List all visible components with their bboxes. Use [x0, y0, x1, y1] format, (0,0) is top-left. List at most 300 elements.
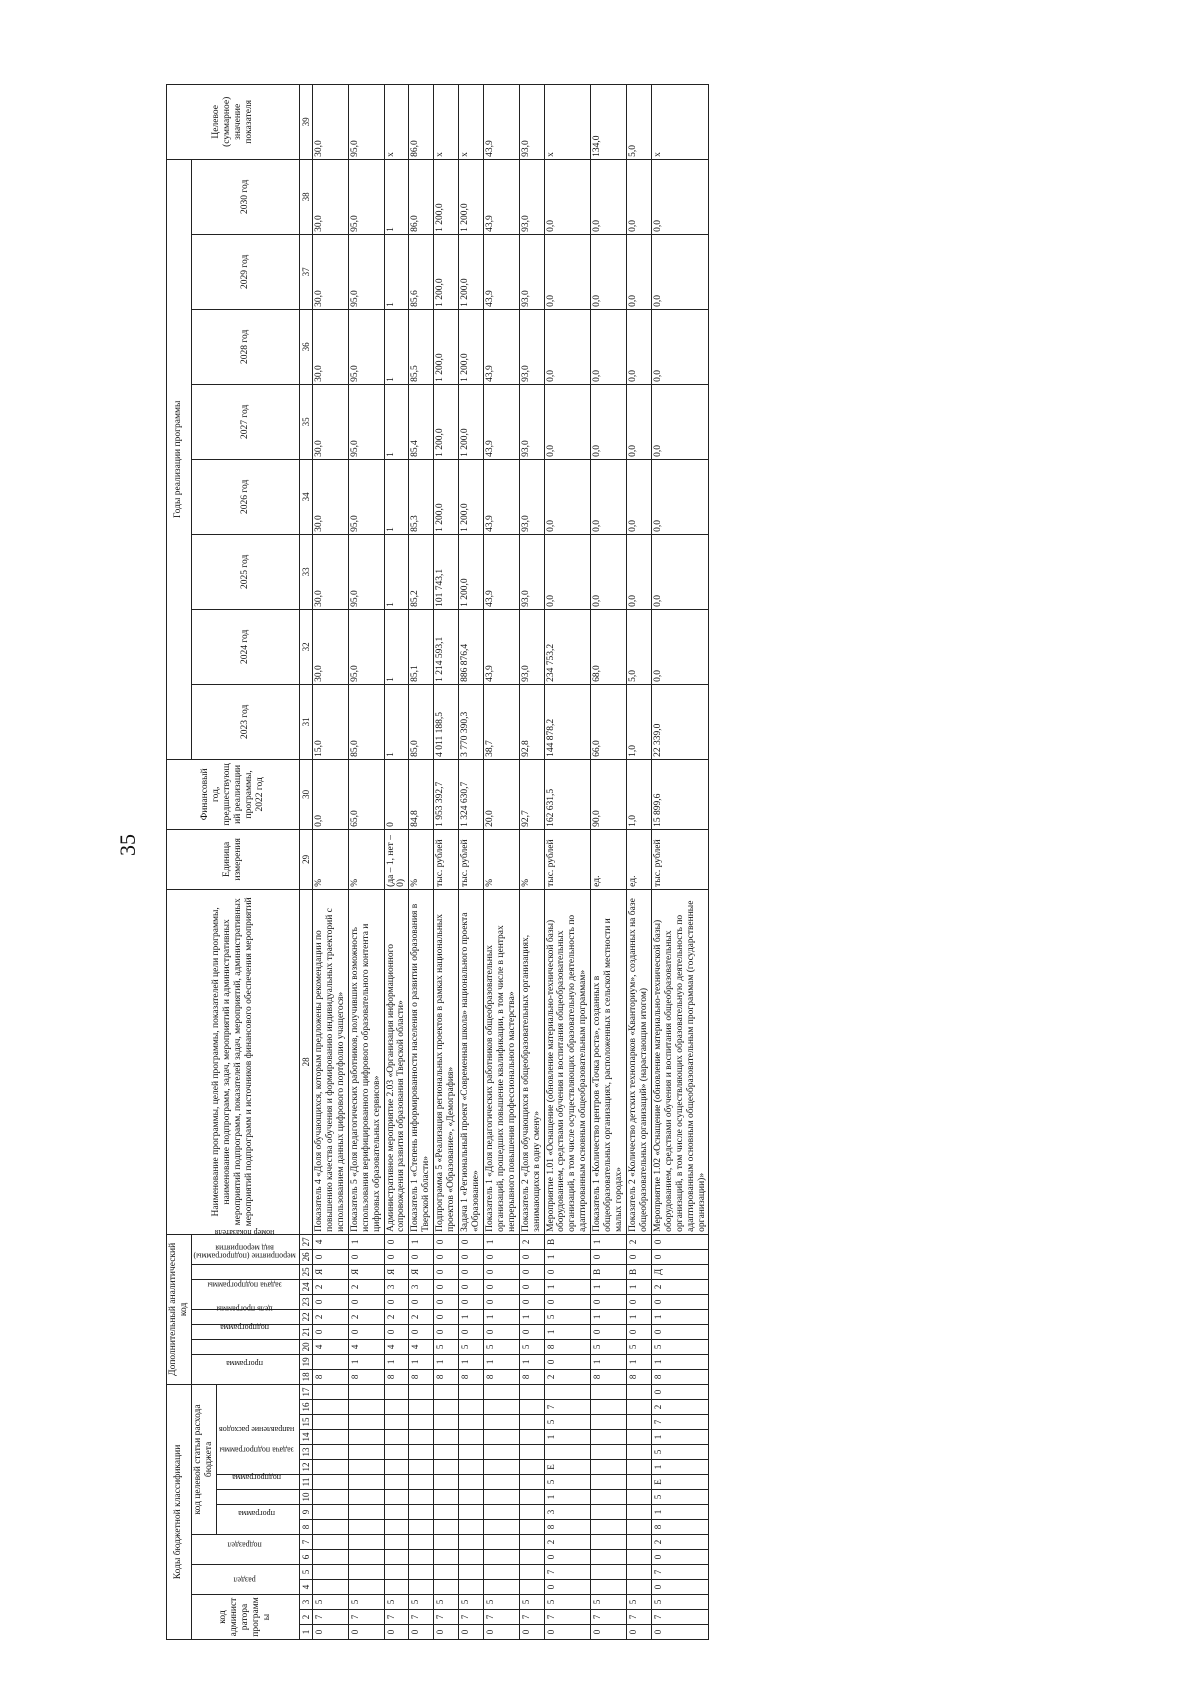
row-value-y2029: 0,0 [651, 234, 709, 309]
row-unit: % [409, 829, 434, 889]
header-target-article: код целевой статьи расхода бюджета [191, 1384, 216, 1534]
row-value-y2024: 1 214 593,1 [434, 609, 459, 684]
header-y2028: 2028 год [191, 309, 299, 384]
row-value-base: 0,0 [313, 759, 349, 829]
code-cell: 1 [544, 1324, 591, 1339]
code-cell [483, 1400, 519, 1415]
row-name: Подпрограмма 5 «Реализация региональных проектов в рамках национальных проектов «Образование», «Демография» [434, 889, 459, 1234]
code-cell [459, 1475, 484, 1490]
code-cell: 7 [544, 1610, 591, 1625]
row-value-y2025: 85,2 [409, 534, 434, 609]
code-cell: 5 [627, 1339, 652, 1354]
code-cell [409, 1415, 434, 1430]
code-cell: 5 [434, 1595, 459, 1610]
row-unit: тыс. рублей [544, 829, 591, 889]
code-cell: 5 [544, 1309, 591, 1324]
code-cell [591, 1445, 627, 1460]
code-cell: 1 [627, 1354, 652, 1369]
code-cell: 1 [483, 1354, 519, 1369]
code-cell [409, 1580, 434, 1595]
column-number: 34 [299, 459, 312, 534]
code-cell [483, 1415, 519, 1430]
code-cell [459, 1384, 484, 1399]
code-cell: 8 [483, 1369, 519, 1384]
column-number: 12 [299, 1460, 312, 1475]
code-cell: 1 [591, 1234, 627, 1249]
row-value-y2024: 93,0 [519, 609, 544, 684]
code-cell: 0 [544, 1264, 591, 1279]
row-name: Показатель 2 «Количество детских технопарков «Кванториум», созданных на базе общеобразовательных организаций» (нарастающим итогом) [627, 889, 652, 1234]
column-number: 19 [299, 1354, 312, 1369]
code-cell: 0 [434, 1294, 459, 1309]
row-value-y2023: 4 011 188,5 [434, 684, 459, 759]
header-unit: Единица измерения [167, 829, 300, 889]
row-name: Показатель 1 «Степень информированности населения о развитии образования в Тверской области» [409, 889, 434, 1234]
code-cell [384, 1415, 409, 1430]
row-value-base: 90,0 [591, 759, 627, 829]
row-name: Показатель 1 «Доля педагогических работников общеобразовательных организаций, прошедших повышение квалификации, в том числе в центрах непрерывного повышения профессионального мастерства» [483, 889, 519, 1234]
code-cell: 5 [544, 1595, 591, 1610]
header-y2030: 2030 год [191, 159, 299, 234]
row-value-y2029: 0,0 [591, 234, 627, 309]
code-cell: 7 [409, 1610, 434, 1625]
code-cell: 0 [651, 1294, 709, 1309]
row-unit: тыс. рублей [434, 829, 459, 889]
code-cell: 0 [409, 1324, 434, 1339]
code-cell: 5 [459, 1595, 484, 1610]
code-cell [591, 1460, 627, 1475]
column-number: 15 [299, 1415, 312, 1430]
code-cell: 0 [651, 1234, 709, 1249]
code-cell: 0 [544, 1625, 591, 1640]
row-value-target: 5,0 [627, 84, 652, 159]
table-row [348, 84, 384, 1639]
column-number: 9 [299, 1505, 312, 1520]
code-cell: Я [348, 1264, 384, 1279]
code-cell: 5 [591, 1339, 627, 1354]
row-value-target: х [544, 84, 591, 159]
row-value-base: 1 324 630,7 [459, 759, 484, 829]
code-cell [459, 1460, 484, 1475]
row-unit: тыс. рублей [651, 829, 709, 889]
code-cell: 4 [409, 1339, 434, 1354]
header-subprogram: подпрограмма [191, 1339, 299, 1354]
header-subsection: подраздел [191, 1535, 299, 1565]
code-cell [483, 1535, 519, 1550]
code-cell: В [544, 1234, 591, 1249]
code-cell [313, 1565, 349, 1580]
column-number: 30 [299, 759, 312, 829]
code-cell [348, 1460, 384, 1475]
row-value-y2023: 85,0 [409, 684, 434, 759]
code-cell [434, 1550, 459, 1565]
code-cell: Я [384, 1264, 409, 1279]
code-cell [348, 1415, 384, 1430]
row-value-y2027: 85,4 [409, 384, 434, 459]
table-row [384, 84, 409, 1639]
code-cell: 8 [384, 1369, 409, 1384]
code-cell [483, 1384, 519, 1399]
row-value-y2026: 0,0 [651, 459, 709, 534]
code-cell: 5 [519, 1339, 544, 1354]
code-cell [409, 1565, 434, 1580]
code-cell [348, 1520, 384, 1535]
code-cell [313, 1460, 349, 1475]
code-cell [459, 1550, 484, 1565]
code-cell: В [627, 1264, 652, 1279]
code-cell: 1 [519, 1309, 544, 1324]
code-cell: 7 [651, 1565, 709, 1580]
table-row [434, 84, 459, 1639]
code-cell [591, 1535, 627, 1550]
code-cell [409, 1550, 434, 1565]
row-value-y2023: 1,0 [627, 684, 652, 759]
column-number: 38 [299, 159, 312, 234]
code-cell: 1 [591, 1309, 627, 1324]
row-name: Показатель 1 «Количество центров «Точка роста», созданных в общеобразовательных организациях, расположенных в сельской местности и малых городах» [591, 889, 627, 1234]
code-cell: 0 [591, 1324, 627, 1339]
code-cell [313, 1475, 349, 1490]
code-cell [483, 1520, 519, 1535]
row-unit: тыс. рублей [459, 829, 484, 889]
code-cell [483, 1430, 519, 1445]
code-cell [434, 1400, 459, 1415]
code-cell [313, 1535, 349, 1550]
row-value-target: х [434, 84, 459, 159]
table-row [313, 84, 349, 1639]
row-name: Показатель 5 «Доля педагогических работников, получивших возможность использования верифицированного цифрового образовательного контента и цифровых образовательных сервисов» [348, 889, 384, 1234]
code-cell: 5 [483, 1339, 519, 1354]
row-value-y2023: 22 339,0 [651, 684, 709, 759]
code-cell: 0 [313, 1625, 349, 1640]
code-cell: 8 [544, 1339, 591, 1354]
code-cell [627, 1384, 652, 1399]
code-cell: 5 [627, 1595, 652, 1610]
code-cell: 1 [483, 1309, 519, 1324]
code-cell: 0 [459, 1625, 484, 1640]
code-cell [627, 1580, 652, 1595]
row-value-y2023: 1 [384, 684, 409, 759]
row-value-y2027: 1 200,0 [434, 384, 459, 459]
code-cell: Д [651, 1264, 709, 1279]
row-name: Административное мероприятие 2.03 «Организация информационного сопровождения развития образования Тверской области» [384, 889, 409, 1234]
row-unit: ед. [627, 829, 652, 889]
row-value-y2029: 1 [384, 234, 409, 309]
row-value-y2030: 30,0 [313, 159, 349, 234]
row-value-y2028: 43,9 [483, 309, 519, 384]
code-cell [519, 1565, 544, 1580]
code-cell [384, 1384, 409, 1399]
row-value-y2028: 1 200,0 [459, 309, 484, 384]
code-cell [434, 1460, 459, 1475]
code-cell: 0 [627, 1249, 652, 1264]
code-cell: 7 [544, 1565, 591, 1580]
row-value-y2026: 0,0 [627, 459, 652, 534]
code-cell [483, 1490, 519, 1505]
column-number: 10 [299, 1490, 312, 1505]
row-value-y2030: 93,0 [519, 159, 544, 234]
code-cell: 1 [651, 1460, 709, 1475]
column-number: 20 [299, 1339, 312, 1354]
code-cell [627, 1400, 652, 1415]
code-cell: 2 [544, 1535, 591, 1550]
code-cell: 0 [519, 1294, 544, 1309]
code-cell: 5 [651, 1490, 709, 1505]
code-cell: 1 [591, 1354, 627, 1369]
code-cell: 8 [313, 1369, 349, 1384]
code-cell: 0 [313, 1249, 349, 1264]
code-cell [384, 1580, 409, 1595]
code-cell [384, 1565, 409, 1580]
code-cell [627, 1475, 652, 1490]
code-cell [519, 1415, 544, 1430]
code-cell [348, 1565, 384, 1580]
code-cell [591, 1520, 627, 1535]
row-value-y2028: 93,0 [519, 309, 544, 384]
code-cell: Я [409, 1264, 434, 1279]
code-cell: 0 [591, 1249, 627, 1264]
code-cell: 0 [409, 1625, 434, 1640]
code-cell [384, 1445, 409, 1460]
row-value-y2030: 1 [384, 159, 409, 234]
code-cell: 1 [544, 1279, 591, 1294]
code-cell [313, 1580, 349, 1595]
code-cell [459, 1415, 484, 1430]
row-value-base: 15 899,6 [651, 759, 709, 829]
row-value-base: 1 953 392,7 [434, 759, 459, 829]
row-value-y2024: 0,0 [651, 609, 709, 684]
column-number: 2 [299, 1610, 312, 1625]
code-cell [459, 1565, 484, 1580]
code-cell [313, 1415, 349, 1430]
row-value-y2025: 1 [384, 534, 409, 609]
code-cell [459, 1520, 484, 1535]
row-value-y2024: 68,0 [591, 609, 627, 684]
code-cell [434, 1520, 459, 1535]
row-value-target: 30,0 [313, 84, 349, 159]
code-cell: 0 [459, 1234, 484, 1249]
code-cell [434, 1384, 459, 1399]
column-number: 39 [299, 84, 312, 159]
row-value-base: 92,7 [519, 759, 544, 829]
code-cell: 2 [384, 1309, 409, 1324]
column-number: 37 [299, 234, 312, 309]
column-number: 7 [299, 1535, 312, 1550]
row-value-y2025: 1 200,0 [459, 534, 484, 609]
row-value-y2025: 101 743,1 [434, 534, 459, 609]
row-value-y2028: 0,0 [651, 309, 709, 384]
code-cell [434, 1565, 459, 1580]
row-value-y2030: 43,9 [483, 159, 519, 234]
row-value-base: 0 [384, 759, 409, 829]
header-y2025: 2025 год [191, 534, 299, 609]
column-number: 8 [299, 1520, 312, 1535]
code-cell: 0 [651, 1249, 709, 1264]
code-cell [519, 1580, 544, 1595]
code-cell: 0 [384, 1234, 409, 1249]
column-number: 16 [299, 1400, 312, 1415]
row-value-y2023: 144 878,2 [544, 684, 591, 759]
code-cell: 1 [348, 1234, 384, 1249]
row-value-base: 65,0 [348, 759, 384, 829]
row-value-target: 95,0 [348, 84, 384, 159]
row-value-y2023: 3 770 390,3 [459, 684, 484, 759]
row-value-y2025: 93,0 [519, 534, 544, 609]
code-cell: 5 [434, 1339, 459, 1354]
row-value-y2025: 0,0 [591, 534, 627, 609]
row-value-y2026: 1 200,0 [459, 459, 484, 534]
row-value-y2025: 43,9 [483, 534, 519, 609]
code-cell: 0 [519, 1625, 544, 1640]
column-number: 6 [299, 1550, 312, 1565]
code-cell: 0 [434, 1234, 459, 1249]
code-cell: 8 [591, 1369, 627, 1384]
code-cell [627, 1520, 652, 1535]
code-cell [434, 1430, 459, 1445]
header-tsa-task: задача подпрограммы [216, 1475, 299, 1490]
column-number: 13 [299, 1445, 312, 1460]
row-value-y2028: 0,0 [627, 309, 652, 384]
code-cell [459, 1430, 484, 1445]
code-cell: 2 [313, 1279, 349, 1294]
code-cell [384, 1550, 409, 1565]
code-cell: 1 [459, 1354, 484, 1369]
code-cell: 0 [434, 1625, 459, 1640]
row-unit: % [483, 829, 519, 889]
code-cell: 0 [483, 1264, 519, 1279]
row-value-target: х [459, 84, 484, 159]
code-cell: 8 [409, 1369, 434, 1384]
code-cell: 1 [544, 1490, 591, 1505]
row-value-y2027: 1 200,0 [459, 384, 484, 459]
row-value-y2026: 0,0 [591, 459, 627, 534]
row-name: Мероприятие 1.02 «Оснащение (обновление материально-технической базы) оборудованием, средствами обучения и воспитания общеобразовательных организаций, в том числе осуществляющих образовательную деятельность по адаптированным основным общеобразовательным программам (государственные организации)» [651, 889, 709, 1234]
row-value-y2030: 86,0 [409, 159, 434, 234]
code-cell [434, 1505, 459, 1520]
code-cell: 0 [384, 1324, 409, 1339]
row-value-y2024: 43,9 [483, 609, 519, 684]
code-cell [483, 1475, 519, 1490]
code-cell: 0 [384, 1249, 409, 1264]
code-cell: 8 [651, 1369, 709, 1384]
code-cell [591, 1400, 627, 1415]
code-cell: 5 [651, 1445, 709, 1460]
column-number: 22 [299, 1309, 312, 1324]
header-y2027: 2027 год [191, 384, 299, 459]
row-value-base: 20,0 [483, 759, 519, 829]
code-cell: 0 [544, 1294, 591, 1309]
row-value-y2029: 85,6 [409, 234, 434, 309]
header-budget-codes: Коды бюджетной классификации [167, 1384, 192, 1639]
code-cell [591, 1384, 627, 1399]
code-cell: 0 [519, 1249, 544, 1264]
code-cell [483, 1445, 519, 1460]
code-cell [313, 1490, 349, 1505]
row-unit: % [519, 829, 544, 889]
code-cell: 7 [591, 1610, 627, 1625]
code-cell: 0 [434, 1279, 459, 1294]
code-cell [313, 1430, 349, 1445]
code-cell: 0 [483, 1294, 519, 1309]
row-value-y2027: 30,0 [313, 384, 349, 459]
rotated-table-container [166, 96, 1046, 1640]
code-cell [384, 1400, 409, 1415]
code-cell: 1 [591, 1279, 627, 1294]
column-number: 3 [299, 1595, 312, 1610]
column-number: 17 [299, 1384, 312, 1399]
code-cell: 0 [544, 1580, 591, 1595]
code-cell: 0 [651, 1384, 709, 1399]
code-cell: 0 [519, 1264, 544, 1279]
code-cell: 7 [483, 1610, 519, 1625]
row-value-y2028: 95,0 [348, 309, 384, 384]
code-cell: 1 [627, 1279, 652, 1294]
code-cell [409, 1430, 434, 1445]
code-cell [459, 1535, 484, 1550]
code-cell [409, 1400, 434, 1415]
code-cell [591, 1415, 627, 1430]
row-name: Мероприятие 1.01 «Оснащение (обновление материально-технической базы) оборудованием, средствами обучения и воспитания общеобразовательных организаций, в том числе осуществляющих образовательную деятельность по адаптированным основным общеобразовательным программам» [544, 889, 591, 1234]
code-cell [348, 1400, 384, 1415]
code-cell [483, 1460, 519, 1475]
row-name: Показатель 4 «Доля обучающихся, которым предложены рекомендации по повышению качества обучения и формированию индивидуальных траекторий с использованием данных цифрового портфолио учащегося» [313, 889, 349, 1234]
code-cell: 7 [651, 1610, 709, 1625]
code-cell: 5 [651, 1595, 709, 1610]
code-cell: 0 [459, 1279, 484, 1294]
row-value-y2025: 0,0 [651, 534, 709, 609]
code-cell: 4 [348, 1339, 384, 1354]
code-cell: 0 [459, 1324, 484, 1339]
code-cell [459, 1505, 484, 1520]
code-cell [627, 1415, 652, 1430]
row-unit: % [313, 829, 349, 889]
row-value-y2026: 1 200,0 [434, 459, 459, 534]
code-cell [313, 1550, 349, 1565]
row-value-y2029: 30,0 [313, 234, 349, 309]
code-cell: 7 [651, 1415, 709, 1430]
table-row [519, 84, 544, 1639]
code-cell [348, 1430, 384, 1445]
code-cell: 0 [348, 1294, 384, 1309]
header-admin: код администратора программы [191, 1595, 299, 1640]
row-value-y2029: 93,0 [519, 234, 544, 309]
code-cell: 0 [544, 1354, 591, 1369]
code-cell [348, 1550, 384, 1565]
code-cell: 1 [544, 1430, 591, 1445]
code-cell: 3 [409, 1279, 434, 1294]
code-cell [313, 1400, 349, 1415]
row-value-y2024: 5,0 [627, 609, 652, 684]
code-cell [384, 1535, 409, 1550]
row-value-y2030: 0,0 [627, 159, 652, 234]
row-value-y2028: 1 200,0 [434, 309, 459, 384]
code-cell: 0 [651, 1550, 709, 1565]
code-cell [591, 1505, 627, 1520]
table-row [459, 84, 484, 1639]
code-cell [627, 1505, 652, 1520]
row-value-y2029: 0,0 [627, 234, 652, 309]
code-cell: 5 [313, 1595, 349, 1610]
header-target: Целевое (суммарное) значение показателя [167, 84, 300, 159]
header-tsa-program: программа [216, 1505, 299, 1535]
row-value-y2027: 0,0 [651, 384, 709, 459]
column-number: 1 [299, 1625, 312, 1640]
code-cell [627, 1565, 652, 1580]
code-cell: 2 [348, 1279, 384, 1294]
code-cell: 0 [348, 1249, 384, 1264]
code-cell: 2 [651, 1535, 709, 1550]
code-cell: 1 [651, 1354, 709, 1369]
